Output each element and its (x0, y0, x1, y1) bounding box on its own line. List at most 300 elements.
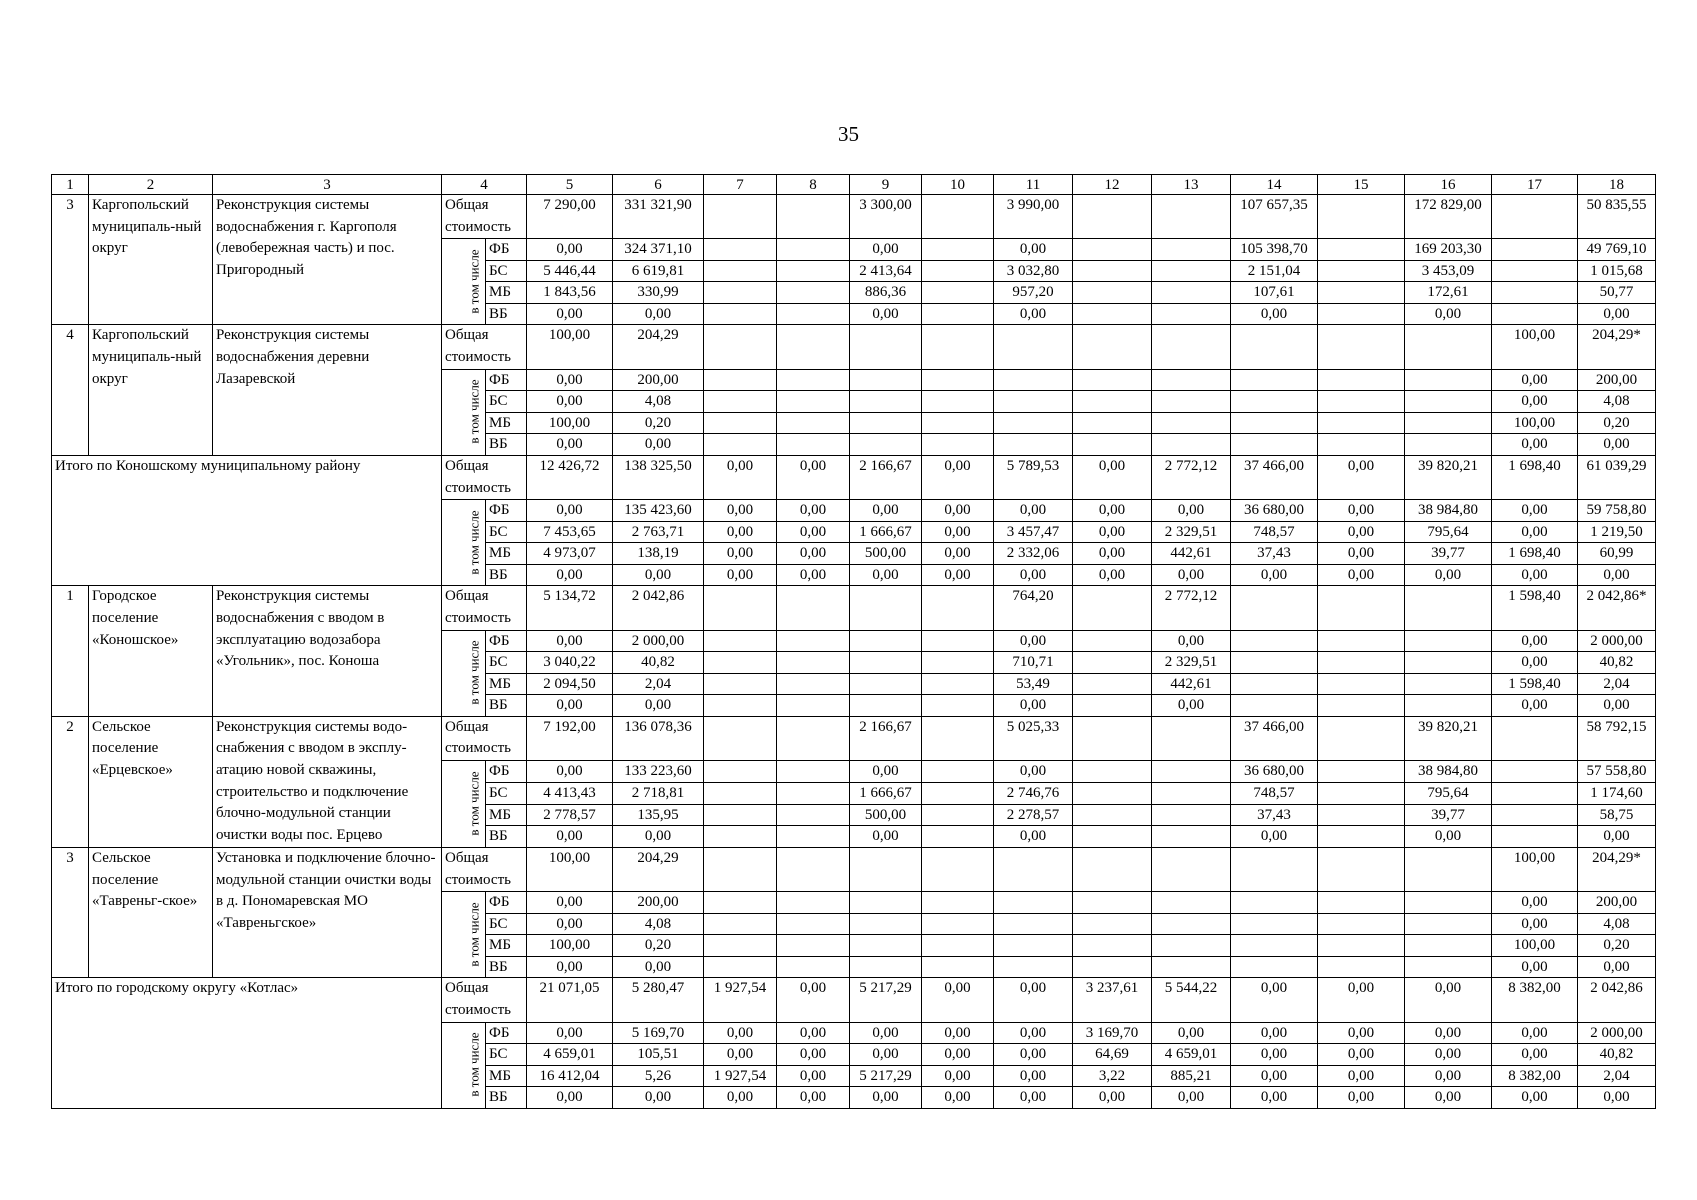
amount-cell (1318, 892, 1405, 914)
amount-cell: 50,77 (1578, 282, 1656, 304)
amount-cell (1073, 761, 1152, 783)
amount-cell: 6 619,81 (613, 260, 704, 282)
amount-cell: 57 558,80 (1578, 761, 1656, 783)
amount-cell (1231, 652, 1318, 674)
amount-cell: 0,00 (704, 1022, 777, 1044)
funding-source-code: МБ (486, 282, 527, 304)
amount-cell: 0,00 (1318, 521, 1405, 543)
project-description-cell: Реконструкция системы водоснабжения г. Каргополя (левобережная часть) и пос. Пригородный (213, 195, 442, 325)
amount-cell (1152, 783, 1231, 805)
amount-cell: 1 927,54 (704, 1065, 777, 1087)
amount-cell (1492, 804, 1578, 826)
total-cost-cell (1152, 847, 1231, 891)
amount-cell: 59 758,80 (1578, 500, 1656, 522)
amount-cell: 0,20 (613, 412, 704, 434)
total-cost-cell: 0,00 (1231, 978, 1318, 1022)
total-cost-cell (1231, 325, 1318, 369)
funding-source-code: МБ (486, 1065, 527, 1087)
amount-cell: 0,00 (777, 1044, 850, 1066)
amount-cell (1231, 673, 1318, 695)
amount-cell: 4,08 (1578, 913, 1656, 935)
amount-cell (777, 412, 850, 434)
total-cost-cell (1318, 325, 1405, 369)
amount-cell (994, 935, 1073, 957)
amount-cell (922, 956, 994, 978)
amount-cell: 0,00 (1492, 913, 1578, 935)
amount-cell (704, 630, 777, 652)
amount-cell (1231, 956, 1318, 978)
funding-source-code: БС (486, 913, 527, 935)
amount-cell (1152, 239, 1231, 261)
amount-cell: 0,00 (994, 826, 1073, 848)
amount-cell (704, 369, 777, 391)
amount-cell: 200,00 (613, 892, 704, 914)
amount-cell (1073, 434, 1152, 456)
amount-cell: 0,00 (1318, 1022, 1405, 1044)
amount-cell: 0,00 (1073, 521, 1152, 543)
amount-cell: 0,00 (1318, 543, 1405, 565)
amount-cell: 133 223,60 (613, 761, 704, 783)
funding-source-code: МБ (486, 543, 527, 565)
amount-cell: 0,00 (922, 564, 994, 586)
total-cost-cell: 100,00 (1492, 847, 1578, 891)
amount-cell: 0,00 (1318, 564, 1405, 586)
amount-cell: 39,77 (1405, 543, 1492, 565)
amount-cell: 0,00 (1492, 1022, 1578, 1044)
amount-cell: 4 413,43 (527, 783, 613, 805)
amount-cell (777, 913, 850, 935)
amount-cell: 4 973,07 (527, 543, 613, 565)
total-cost-cell: 204,29 (613, 847, 704, 891)
amount-cell (777, 761, 850, 783)
amount-cell: 5 446,44 (527, 260, 613, 282)
amount-cell (922, 412, 994, 434)
amount-cell: 0,00 (613, 826, 704, 848)
amount-cell (1492, 303, 1578, 325)
total-cost-cell: 5 544,22 (1152, 978, 1231, 1022)
total-cost-cell: 61 039,29 (1578, 455, 1656, 499)
general-cost-label: Общая стоимость (442, 325, 527, 369)
amount-cell: 0,00 (994, 1065, 1073, 1087)
page-number: 35 (838, 122, 859, 146)
amount-cell (1152, 761, 1231, 783)
total-cost-cell (1231, 586, 1318, 630)
including-label-cell (442, 892, 486, 978)
amount-cell: 0,00 (850, 826, 922, 848)
amount-cell (850, 652, 922, 674)
amount-cell: 39,77 (1405, 804, 1492, 826)
total-cost-cell (922, 195, 994, 239)
total-cost-cell (922, 716, 994, 760)
total-cost-cell: 5 025,33 (994, 716, 1073, 760)
amount-cell: 0,00 (922, 521, 994, 543)
total-cost-cell (704, 586, 777, 630)
amount-cell: 0,00 (527, 391, 613, 413)
column-number: 7 (704, 175, 777, 195)
amount-cell: 0,00 (613, 695, 704, 717)
amount-cell (777, 695, 850, 717)
amount-cell: 0,00 (527, 630, 613, 652)
amount-cell: 0,00 (1578, 564, 1656, 586)
amount-cell (1318, 673, 1405, 695)
amount-cell: 0,00 (994, 630, 1073, 652)
amount-cell: 5 169,70 (613, 1022, 704, 1044)
table-row (52, 716, 1656, 760)
amount-cell: 2 000,00 (1578, 630, 1656, 652)
amount-cell (922, 673, 994, 695)
amount-cell: 0,00 (1492, 630, 1578, 652)
total-cost-cell (704, 716, 777, 760)
row-index: 1 (52, 586, 89, 716)
amount-cell (1405, 434, 1492, 456)
funding-source-code: ФБ (486, 892, 527, 914)
amount-cell (994, 892, 1073, 914)
amount-cell (704, 673, 777, 695)
municipality-cell: Каргопольский муниципаль-ный округ (89, 195, 213, 325)
total-cost-cell: 172 829,00 (1405, 195, 1492, 239)
amount-cell (1405, 412, 1492, 434)
amount-cell: 500,00 (850, 543, 922, 565)
total-cost-cell: 0,00 (1318, 455, 1405, 499)
funding-source-code: ФБ (486, 761, 527, 783)
amount-cell: 100,00 (1492, 935, 1578, 957)
total-cost-cell: 5 280,47 (613, 978, 704, 1022)
amount-cell: 4,08 (1578, 391, 1656, 413)
general-cost-label: Общая стоимость (442, 847, 527, 891)
amount-cell (1152, 282, 1231, 304)
column-number: 18 (1578, 175, 1656, 195)
including-label-cell (442, 630, 486, 716)
amount-cell: 0,00 (527, 434, 613, 456)
amount-cell (922, 804, 994, 826)
amount-cell (1073, 412, 1152, 434)
amount-cell: 7 453,65 (527, 521, 613, 543)
amount-cell: 442,61 (1152, 543, 1231, 565)
amount-cell (777, 892, 850, 914)
amount-cell (1405, 913, 1492, 935)
amount-cell (777, 391, 850, 413)
amount-cell: 0,00 (994, 1044, 1073, 1066)
funding-source-code: БС (486, 783, 527, 805)
amount-cell: 0,20 (613, 935, 704, 957)
amount-cell (704, 260, 777, 282)
amount-cell (1492, 826, 1578, 848)
amount-cell: 2 278,57 (994, 804, 1073, 826)
amount-cell: 0,00 (1578, 826, 1656, 848)
amount-cell: 2 000,00 (1578, 1022, 1656, 1044)
amount-cell: 3 169,70 (1073, 1022, 1152, 1044)
total-cost-cell: 2 042,86 (1578, 978, 1656, 1022)
total-cost-cell: 37 466,00 (1231, 716, 1318, 760)
total-cost-cell (922, 847, 994, 891)
amount-cell (777, 673, 850, 695)
project-description-cell: Реконструкция системы водоснабжения деревни Лазаревской (213, 325, 442, 455)
table-row (52, 847, 1656, 891)
amount-cell (1152, 826, 1231, 848)
amount-cell (1231, 892, 1318, 914)
amount-cell: 324 371,10 (613, 239, 704, 261)
amount-cell: 58,75 (1578, 804, 1656, 826)
total-cost-cell: 204,29* (1578, 847, 1656, 891)
amount-cell (1492, 783, 1578, 805)
amount-cell (1231, 412, 1318, 434)
amount-cell: 0,00 (704, 500, 777, 522)
amount-cell: 2 718,81 (613, 783, 704, 805)
table-row (52, 195, 1656, 239)
amount-cell (850, 369, 922, 391)
project-description-cell: Реконструкция системы водо-снабжения с вводом в эксплу-атацию новой скважины, строительство и подключение блочно-модульной станции очистки воды пос. Ерцево (213, 716, 442, 847)
amount-cell: 0,00 (1318, 1087, 1405, 1109)
amount-cell: 0,00 (850, 1087, 922, 1109)
amount-cell: 0,00 (1318, 500, 1405, 522)
total-cost-cell: 2 772,12 (1152, 455, 1231, 499)
amount-cell (704, 804, 777, 826)
amount-cell: 2 000,00 (613, 630, 704, 652)
funding-source-code: ВБ (486, 564, 527, 586)
total-cost-cell: 7 290,00 (527, 195, 613, 239)
amount-cell: 0,00 (1405, 1044, 1492, 1066)
amount-cell: 2,04 (1578, 1065, 1656, 1087)
amount-cell (1231, 630, 1318, 652)
total-cost-cell: 3 300,00 (850, 195, 922, 239)
amount-cell (1231, 369, 1318, 391)
amount-cell: 0,00 (922, 1022, 994, 1044)
total-cost-cell: 2 166,67 (850, 716, 922, 760)
project-description-cell: Реконструкция системы водоснабжения с вводом в эксплуатацию водозабора «Угольник», пос. Коноша (213, 586, 442, 716)
amount-cell: 0,00 (1231, 1044, 1318, 1066)
amount-cell (922, 826, 994, 848)
amount-cell (1318, 260, 1405, 282)
amount-cell: 0,00 (1492, 521, 1578, 543)
funding-source-code: ФБ (486, 500, 527, 522)
amount-cell (704, 239, 777, 261)
amount-cell: 1 666,67 (850, 783, 922, 805)
amount-cell (1231, 913, 1318, 935)
amount-cell (850, 913, 922, 935)
total-cost-cell (1405, 847, 1492, 891)
amount-cell: 2 151,04 (1231, 260, 1318, 282)
total-cost-cell: 58 792,15 (1578, 716, 1656, 760)
amount-cell: 0,00 (850, 239, 922, 261)
funding-source-code: ВБ (486, 956, 527, 978)
amount-cell: 0,00 (1492, 391, 1578, 413)
amount-cell: 0,00 (527, 564, 613, 586)
total-cost-cell: 21 071,05 (527, 978, 613, 1022)
amount-cell: 0,00 (704, 1044, 777, 1066)
funding-source-code: БС (486, 521, 527, 543)
amount-cell (922, 695, 994, 717)
total-cost-cell (1152, 195, 1231, 239)
amount-cell (1318, 695, 1405, 717)
total-cost-cell (1318, 195, 1405, 239)
amount-cell: 0,00 (922, 500, 994, 522)
funding-source-code: БС (486, 1044, 527, 1066)
amount-cell (922, 303, 994, 325)
amount-cell (1152, 804, 1231, 826)
amount-cell: 0,00 (613, 434, 704, 456)
amount-cell: 330,99 (613, 282, 704, 304)
amount-cell: 0,00 (1152, 564, 1231, 586)
total-cost-cell: 5 217,29 (850, 978, 922, 1022)
amount-cell: 0,00 (1073, 500, 1152, 522)
amount-cell: 0,00 (1405, 564, 1492, 586)
total-cost-cell: 204,29 (613, 325, 704, 369)
amount-cell (1152, 412, 1231, 434)
funding-table (51, 174, 1656, 1109)
amount-cell: 0,00 (1578, 434, 1656, 456)
amount-cell (1073, 783, 1152, 805)
amount-cell (1152, 935, 1231, 957)
project-description-cell: Установка и подключение блочно-модульной станции очистки воды в д. Пономаревская МО «Тавреньгское» (213, 847, 442, 977)
amount-cell: 0,00 (994, 1022, 1073, 1044)
amount-cell (1073, 826, 1152, 848)
amount-cell: 0,00 (777, 521, 850, 543)
amount-cell (704, 826, 777, 848)
total-cost-cell: 0,00 (777, 978, 850, 1022)
amount-cell (1073, 673, 1152, 695)
total-cost-cell: 204,29* (1578, 325, 1656, 369)
amount-cell (1318, 826, 1405, 848)
amount-cell: 0,20 (1578, 935, 1656, 957)
amount-cell: 795,64 (1405, 783, 1492, 805)
amount-cell: 0,00 (922, 1065, 994, 1087)
amount-cell (922, 761, 994, 783)
table-row (52, 325, 1656, 369)
amount-cell: 105 398,70 (1231, 239, 1318, 261)
amount-cell: 2 778,57 (527, 804, 613, 826)
amount-cell: 4,08 (613, 391, 704, 413)
amount-cell: 0,00 (994, 239, 1073, 261)
column-number: 8 (777, 175, 850, 195)
amount-cell: 138,19 (613, 543, 704, 565)
subtotal-label: Итого по Коношскому муниципальному району (52, 455, 442, 585)
amount-cell (777, 935, 850, 957)
total-cost-cell: 0,00 (704, 455, 777, 499)
amount-cell: 0,00 (994, 761, 1073, 783)
amount-cell (994, 913, 1073, 935)
amount-cell: 200,00 (1578, 369, 1656, 391)
amount-cell: 0,00 (527, 500, 613, 522)
subtotal-row (52, 978, 1656, 1022)
amount-cell: 0,00 (613, 303, 704, 325)
amount-cell (1231, 434, 1318, 456)
including-label: в том числе (466, 510, 482, 575)
amount-cell: 0,00 (777, 1022, 850, 1044)
amount-cell: 36 680,00 (1231, 761, 1318, 783)
total-cost-cell (1073, 195, 1152, 239)
total-cost-cell: 2 166,67 (850, 455, 922, 499)
amount-cell: 0,00 (527, 239, 613, 261)
funding-source-code: МБ (486, 673, 527, 695)
amount-cell: 8 382,00 (1492, 1065, 1578, 1087)
amount-cell: 0,00 (1492, 956, 1578, 978)
amount-cell (1492, 260, 1578, 282)
column-number: 6 (613, 175, 704, 195)
amount-cell: 172,61 (1405, 282, 1492, 304)
table-row (52, 586, 1656, 630)
amount-cell: 2,04 (613, 673, 704, 695)
amount-cell: 4 659,01 (527, 1044, 613, 1066)
amount-cell (1318, 391, 1405, 413)
amount-cell: 0,00 (1405, 303, 1492, 325)
amount-cell (922, 260, 994, 282)
total-cost-cell (777, 847, 850, 891)
amount-cell: 37,43 (1231, 543, 1318, 565)
amount-cell (994, 391, 1073, 413)
amount-cell: 710,71 (994, 652, 1073, 674)
total-cost-cell (1405, 325, 1492, 369)
amount-cell: 0,00 (1578, 303, 1656, 325)
amount-cell: 0,00 (1318, 1065, 1405, 1087)
amount-cell (994, 434, 1073, 456)
amount-cell: 1 843,56 (527, 282, 613, 304)
total-cost-cell (1231, 847, 1318, 891)
amount-cell: 0,00 (922, 1087, 994, 1109)
amount-cell: 5 217,29 (850, 1065, 922, 1087)
amount-cell: 0,00 (1405, 1022, 1492, 1044)
amount-cell: 0,00 (527, 695, 613, 717)
amount-cell: 0,00 (1231, 564, 1318, 586)
total-cost-cell (1492, 195, 1578, 239)
amount-cell: 38 984,80 (1405, 761, 1492, 783)
total-cost-cell: 2 042,86* (1578, 586, 1656, 630)
total-cost-cell: 0,00 (922, 978, 994, 1022)
amount-cell: 0,00 (850, 564, 922, 586)
amount-cell: 0,00 (777, 1065, 850, 1087)
column-number: 3 (213, 175, 442, 195)
amount-cell (777, 260, 850, 282)
amount-cell: 0,00 (1231, 826, 1318, 848)
column-number: 9 (850, 175, 922, 195)
amount-cell (704, 434, 777, 456)
amount-cell (777, 282, 850, 304)
funding-source-code: ФБ (486, 630, 527, 652)
amount-cell (922, 239, 994, 261)
total-cost-cell (704, 325, 777, 369)
column-number: 4 (442, 175, 527, 195)
amount-cell: 0,00 (1492, 892, 1578, 914)
amount-cell: 40,82 (1578, 652, 1656, 674)
amount-cell: 957,20 (994, 282, 1073, 304)
amount-cell: 0,00 (1492, 564, 1578, 586)
funding-source-code: ВБ (486, 826, 527, 848)
including-label-cell (442, 761, 486, 848)
amount-cell (1318, 434, 1405, 456)
table-header (52, 175, 1656, 195)
amount-cell: 1 698,40 (1492, 543, 1578, 565)
amount-cell: 1 219,50 (1578, 521, 1656, 543)
funding-source-code: ФБ (486, 239, 527, 261)
amount-cell (1152, 434, 1231, 456)
amount-cell: 0,00 (527, 1022, 613, 1044)
amount-cell: 0,00 (1492, 695, 1578, 717)
amount-cell (850, 630, 922, 652)
funding-source-code: МБ (486, 935, 527, 957)
amount-cell: 748,57 (1231, 521, 1318, 543)
amount-cell: 2 329,51 (1152, 652, 1231, 674)
including-label: в том числе (466, 902, 482, 967)
including-label: в том числе (466, 1032, 482, 1097)
funding-source-code: ФБ (486, 369, 527, 391)
amount-cell (850, 892, 922, 914)
amount-cell (1405, 652, 1492, 674)
amount-cell (1405, 956, 1492, 978)
amount-cell: 0,00 (1231, 303, 1318, 325)
amount-cell (850, 935, 922, 957)
total-cost-cell: 5 134,72 (527, 586, 613, 630)
amount-cell (704, 695, 777, 717)
column-numbers-row (52, 175, 1656, 195)
